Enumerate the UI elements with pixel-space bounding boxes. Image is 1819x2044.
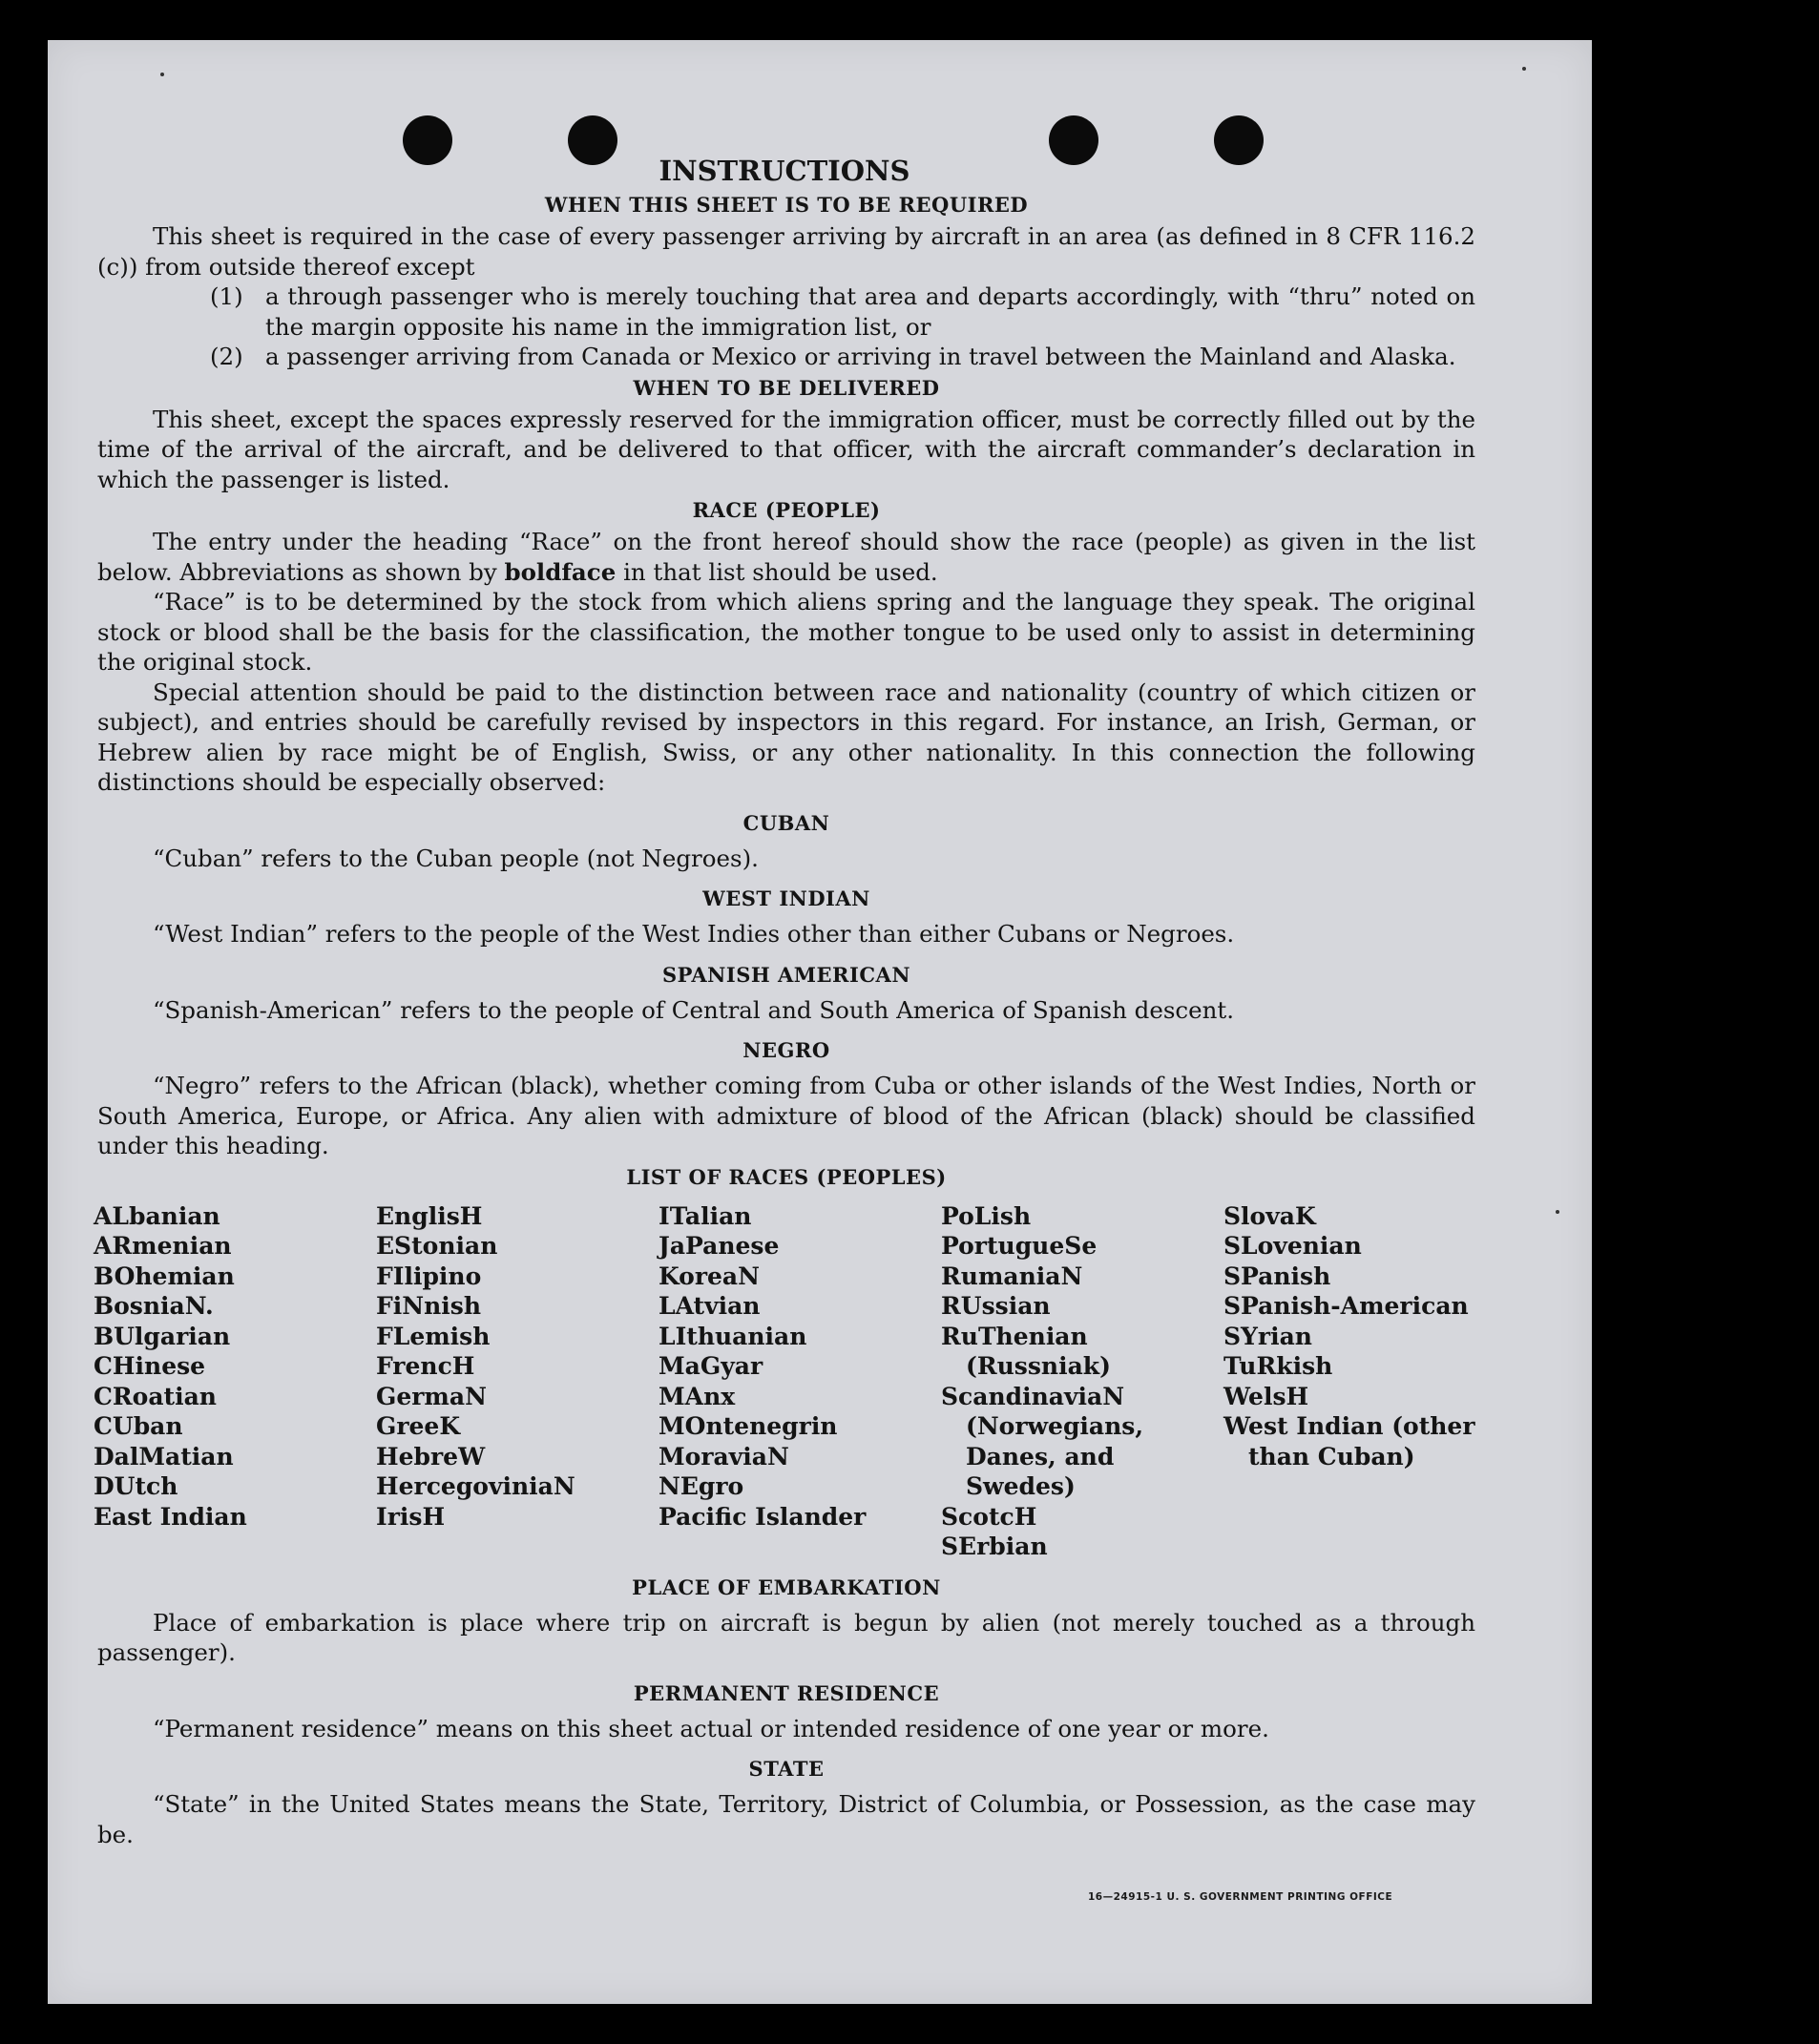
when-required-intro: This sheet is required in the case of every passenger arriving by aircraft in an area (as defined in 8 CFR 116.2 (c)) from outside thereof except — [97, 222, 1475, 281]
permanent-residence-text: “Permanent residence” means on this sheet actual or intended residence of one year or more. — [153, 1714, 1269, 1742]
race-entry: FLemish — [376, 1322, 491, 1350]
scan-speck — [160, 73, 164, 76]
race-entry: SLovenian — [1223, 1232, 1362, 1260]
race-entry: KoreaN — [659, 1262, 760, 1290]
boldface-word: boldface — [504, 557, 617, 586]
exception-number: (2) — [210, 343, 243, 370]
section-heading-embarkation: PLACE OF EMBARKATION — [632, 1575, 941, 1599]
page-title: INSTRUCTIONS — [659, 155, 910, 187]
race-entry: SPanish — [1223, 1262, 1331, 1290]
race-entry: PoLish — [941, 1201, 1032, 1230]
exception-text: a passenger arriving from Canada or Mexico or arriving in travel between the Mainland and Alaska. — [265, 343, 1456, 370]
section-heading-cuban: CUBAN — [742, 810, 830, 835]
instructions-content — [94, 153, 1475, 1849]
race-entry: SlovaK — [1223, 1201, 1316, 1230]
race-entry: MoraviaN — [659, 1442, 789, 1470]
race-entry: HercegoviniaN — [376, 1472, 575, 1500]
race-paragraph-2: “Race” is to be determined by the stock from which aliens spring and the language they speak. The original stock or blood shall be the basis for the classification, the mother tongue to be used only to assist in determining the original stock. — [97, 588, 1475, 676]
race-entry: RUssian — [941, 1292, 1051, 1320]
race-entry: WelsH — [1223, 1382, 1309, 1410]
race-entry: TuRkish — [1223, 1352, 1333, 1380]
race-entry: IrisH — [376, 1502, 446, 1531]
race-entry: ARmenian — [94, 1232, 232, 1260]
race-entry: HebreW — [376, 1442, 486, 1470]
race-column — [941, 1201, 1223, 1562]
race-entry: LIthuanian — [659, 1322, 807, 1350]
race-entry: SPanish-American — [1223, 1292, 1469, 1320]
race-paragraph-3: Special attention should be paid to the distinction between race and nationality (country of which citizen or subject), and entries should be carefully revised by inspectors in this regard. For instance, an Irish, German, or Hebrew alien by race might be of English, Swiss, or any other nationality. In this connection the following distinctions should be especially observed: — [97, 678, 1475, 796]
race-entry: PortugueSe — [941, 1232, 1098, 1260]
race-entry: East Indian — [94, 1502, 247, 1531]
race-entry: FiNnish — [376, 1292, 482, 1320]
when-delivered-text: This sheet, except the spaces expressly reserved for the immigration officer, must be correctly filled out by the time of the arrival of the aircraft, and be delivered to that officer, with the aircraft commander’s declaration in which the passenger is listed. — [97, 405, 1475, 493]
race-paragraph-1: The entry under the heading “Race” on the front hereof should show the race (people) as given in the list below. Abbreviations as shown by boldface in that list should be used. — [97, 528, 1475, 586]
scan-speck — [1556, 1210, 1559, 1214]
race-entry: ScandinaviaN (Norwegians, Danes, and Swedes) — [941, 1382, 1144, 1500]
cuban-text: “Cuban” refers to the Cuban people (not Negroes). — [153, 844, 759, 872]
section-heading-spanish-american: SPANISH AMERICAN — [661, 962, 911, 987]
race-entry: MOntenegrin — [659, 1412, 838, 1440]
race-column — [659, 1201, 941, 1562]
exception-item — [210, 342, 1475, 372]
section-heading-list-of-races: LIST OF RACES (PEOPLES) — [626, 1164, 947, 1189]
race-entry: ScotcH — [941, 1502, 1037, 1531]
race-entry: ITalian — [659, 1201, 752, 1230]
negro-text: “Negro” refers to the African (black), whether coming from Cuba or other islands of the West Indies, North or South America, Europe, or Africa. Any alien with admixture of blood of the African (black) should be classified under this heading. — [97, 1072, 1475, 1159]
race-entry: FIlipino — [376, 1262, 482, 1290]
race-entry: ALbanian — [94, 1201, 220, 1230]
printing-office-imprint: 16—24915-1 U. S. GOVERNMENT PRINTING OFFICE — [1088, 1891, 1393, 1903]
section-heading-when-required: WHEN THIS SHEET IS TO BE REQUIRED — [544, 193, 1029, 217]
section-heading-negro: NEGRO — [742, 1038, 830, 1062]
race-entry: FrencH — [376, 1352, 475, 1380]
race-entry: GreeK — [376, 1412, 461, 1440]
race-entry: DUtch — [94, 1472, 178, 1500]
race-entry: Pacific Islander — [659, 1502, 867, 1531]
race-column — [1223, 1201, 1506, 1562]
section-heading-west-indian: WEST INDIAN — [702, 886, 870, 910]
race-entry: SYrian — [1223, 1322, 1312, 1350]
race-entry: BUlgarian — [94, 1322, 231, 1350]
section-heading-race: RACE (PEOPLE) — [692, 498, 881, 522]
spanish-american-text: “Spanish-American” refers to the people of Central and South America of Spanish descent. — [153, 995, 1235, 1024]
section-heading-permanent-residence: PERMANENT RESIDENCE — [633, 1680, 940, 1705]
exception-item — [210, 282, 1475, 342]
race-entry: NEgro — [659, 1472, 744, 1500]
section-heading-when-delivered: WHEN TO BE DELIVERED — [633, 375, 940, 400]
race-entry: West Indian (other than Cuban) — [1223, 1412, 1475, 1470]
race-entry: GermaN — [376, 1382, 487, 1410]
race-entry: RuThenian (Russniak) — [941, 1322, 1111, 1380]
race-entry: MAnx — [659, 1382, 736, 1410]
race-entry: RumaniaN — [941, 1262, 1083, 1290]
race-list — [94, 1201, 1475, 1562]
race-entry: CHinese — [94, 1352, 206, 1380]
race-entry: BOhemian — [94, 1262, 235, 1290]
race-entry: CUban — [94, 1412, 183, 1440]
race-entry: SErbian — [941, 1533, 1048, 1560]
state-text: “State” in the United States means the State, Territory, District of Columbia, or Possession, as the case may be. — [97, 1790, 1475, 1848]
exception-text: a through passenger who is merely touching that area and departs accordingly, with “thru” noted on the margin opposite his name in the immigration list, or — [265, 282, 1475, 341]
race-entry: DalMatian — [94, 1442, 234, 1470]
race-entry: JaPanese — [659, 1232, 780, 1260]
scan-speck — [1522, 67, 1526, 71]
race-entry: MaGyar — [659, 1352, 763, 1380]
west-indian-text: “West Indian” refers to the people of the West Indies other than either Cubans or Negroes. — [153, 920, 1235, 948]
race-column — [376, 1201, 659, 1562]
race-entry: CRoatian — [94, 1382, 217, 1410]
section-heading-state: STATE — [748, 1757, 825, 1781]
race-entry: EnglisH — [376, 1201, 483, 1230]
race-entry: EStonian — [376, 1232, 498, 1260]
embarkation-text: Place of embarkation is place where trip on aircraft is begun by alien (not merely touched as a through passenger). — [97, 1608, 1475, 1666]
race-entry: LAtvian — [659, 1292, 761, 1320]
race-entry: BosniaN. — [94, 1292, 214, 1320]
exception-number: (1) — [210, 282, 243, 310]
race-column — [94, 1201, 376, 1562]
